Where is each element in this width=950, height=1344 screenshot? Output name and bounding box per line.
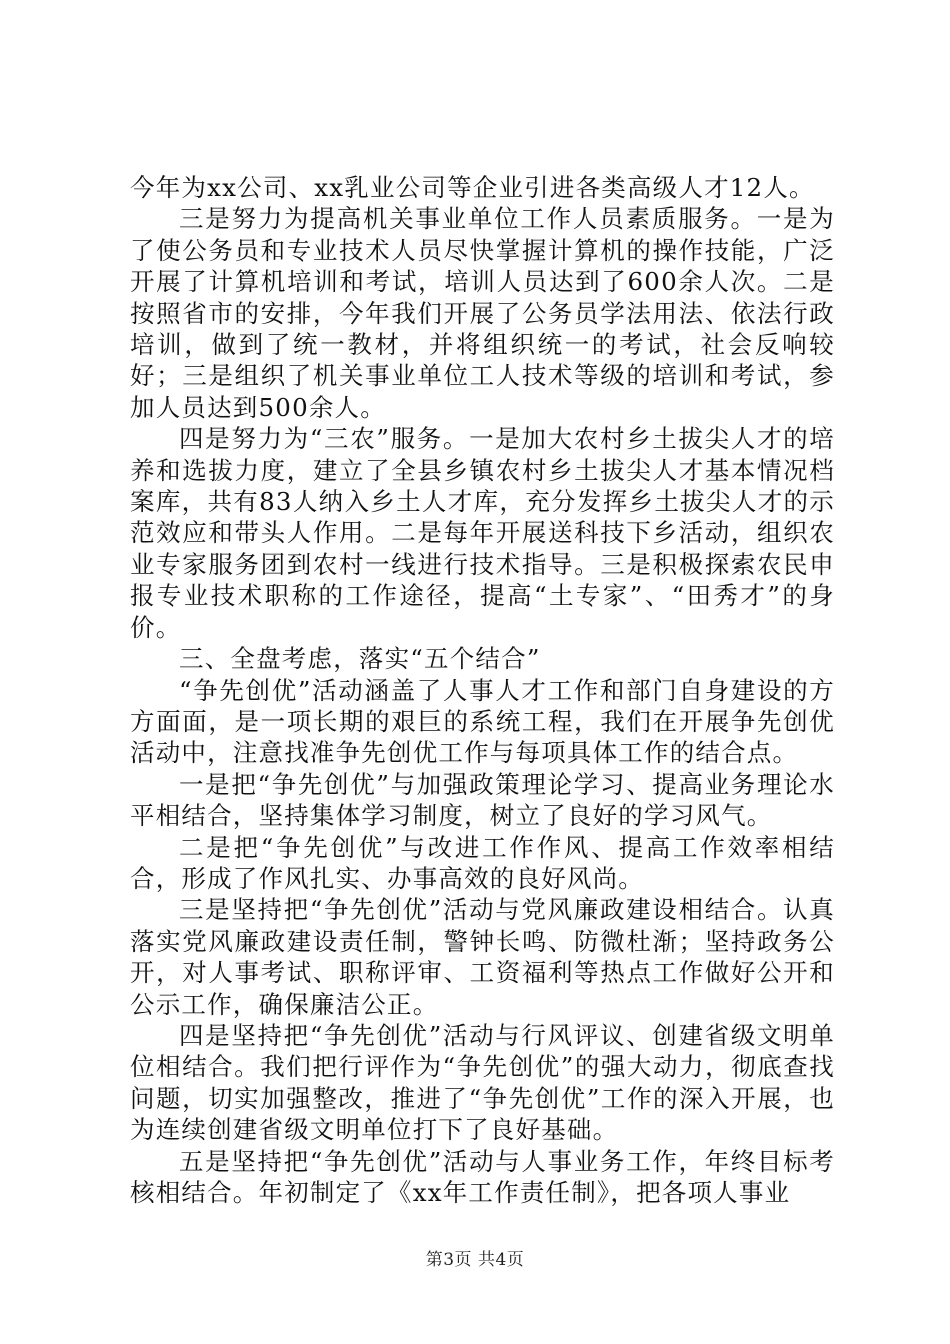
paragraph-staff-quality-service: 三是努力为提高机关事业单位工作人员素质服务。一是为了使公务员和专业技术人员尽快掌握计算机的操作技能，广泛开展了计算机培训和考试，培训人员达到了600余人次。二是按照省市的安排，今年我们开展了公务员学法用法、依法行政培训，做到了统一教材，并将组织统一的考试，社会反响较好；三是组织了机关事业单位工人技术等级的培训和考试，参加人员达到500余人。 [130, 204, 835, 422]
paragraph-continuation: 今年为xx公司、xx乳业公司等企业引进各类高级人才12人。 [130, 173, 815, 202]
paragraph-combination-one: 一是把“争先创优”与加强政策理论学习、提高业务理论水平相结合，坚持集体学习制度，树立了良好的学习风气。 [130, 769, 835, 831]
paragraph-combination-five: 五是坚持把“争先创优”活动与人事业务工作，年终目标考核相结合。年初制定了《xx年工作责任制》，把各项人事业 [130, 1146, 835, 1207]
paragraph-combination-three: 三是坚持把“争先创优”活动与党风廉政建设相结合。认真落实党风廉政建设责任制，警钟长鸣、防微杜渐；坚持政务公开，对人事考试、职称评审、工资福利等热点工作做好公开和公示工作，确保廉洁公正。 [130, 895, 835, 1019]
paragraph-combination-two: 二是把“争先创优”与改进工作作风、提高工作效率相结合，形成了作风扎实、办事高效的良好风尚。 [130, 832, 835, 893]
paragraph-combination-four: 四是坚持把“争先创优”活动与行风评议、创建省级文明单位相结合。我们把行评作为“争先创优”的强大动力，彻底查找问题，切实加强整改，推进了“争先创优”工作的深入开展，也为连续创建省级文明单位打下了良好基础。 [130, 1020, 835, 1145]
paragraph-intro-combinations: “争先创优”活动涵盖了人事人才工作和部门自身建设的方方面面，是一项长期的艰巨的系统工程，我们在开展争先创优活动中，注意找准争先创优工作与每项具体工作的结合点。 [130, 675, 835, 768]
page-number-footer: 第3页 共4页 [425, 1250, 525, 1270]
document-body [130, 172, 835, 1208]
paragraph-sannong-service: 四是努力为“三农”服务。一是加大农村乡土拔尖人才的培养和选拔力度，建立了全县乡镇农村乡土拔尖人才基本情况档案库，共有83人纳入乡土人才库，充分发挥乡土拔尖人才的示范效应和带头人作用。二是每年开展送科技下乡活动，组织农业专家服务团到农村一线进行技术指导。三是积极探索农民申报专业技术职称的工作途径，提高“土专家”、“田秀才”的身价。 [130, 424, 835, 642]
section-heading-five-combinations: 三、全盘考虑，落实“五个结合” [179, 644, 541, 674]
